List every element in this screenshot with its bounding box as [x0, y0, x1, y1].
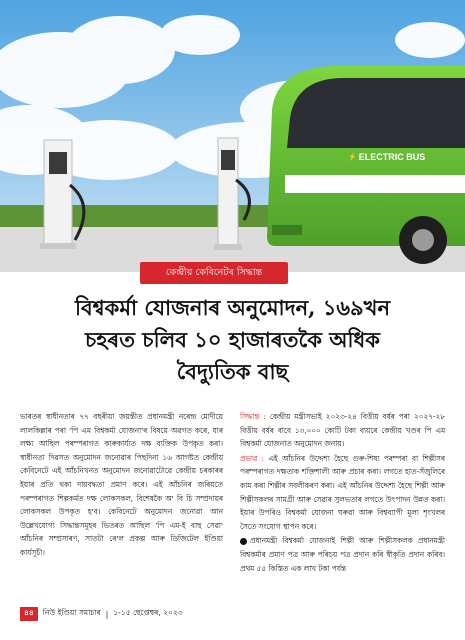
bullet-text: প্ৰধানমন্ত্ৰী বিশ্বকৰ্মা যোজনাই শিল্পী আৰু শিল্পীসকলক প্ৰধানমন্ত্ৰী বিশ্বকৰ্মাৰ প্ৰমাণ পত্ৰ আৰু পৰিচয় পত্ৰ প্ৰদান কৰি স্বীকৃতি প্ৰদান কৰিব। প্ৰথম ৫৫ কিস্তিত এক লাখ টকা পৰ্যন্ত: [240, 536, 445, 573]
hero-image: [0, 0, 465, 272]
decision-label: সিদ্ধান্ত :: [240, 412, 266, 421]
left-paragraph: ভাৰতৰ স্বাধীনতাৰ ৭৭ বছৰীয়া জয়ন্তীত প্ৰধানমন্ত্ৰী নৰেন্দ্ৰ মোদীয়ে লালকিল্লাৰ পৰা 'পি এম বিশ্বকৰ্মা যোজনা'ৰ বিষয়ে অৱগত কৰে, যাৰ লক্ষ্য আছিল পৰম্পৰাগত কাৰুকাৰ্য্যত দক্ষ ব্যক্তিক উপকৃত কৰা। স্বাধীনতা দিৱসত অনুমোদন জনোৱাৰ পিছদিনা ১৬ আগষ্টত কেন্দ্ৰীয় কেবিনেটে এই আঁচনিখনত অনুমোদন জনোৱাটোৱে কেন্দ্ৰীয় চৰকাৰৰ ইয়াৰ প্ৰতি থকা দায়বদ্ধতা প্ৰমাণ কৰে। এই আঁচনিৰ জৰিয়তে পৰম্পৰাগত শিল্পকৰ্মত দক্ষ লোকসকল, বিশেষকৈ অ' বি চি সম্প্ৰদায়ৰ লোকসকল উপকৃত হ'ব। কেবিনেটে অনুমোদন জনোৱা আন উল্লেখযোগ্য সিদ্ধান্তসমূহৰ ভিতৰত আছিল 'পি এম-ই বাছ সেৱা' আঁচনিৰ সম্প্ৰসাৰণ, সাতটা ৰে'ল প্ৰকল্প আৰু ডিজিটেল ইণ্ডিয়া কাৰ্যসূচী।: [20, 412, 223, 557]
section-tag: কেন্দ্ৰীয় কেবিনেটৰ সিদ্ধান্ত: [140, 262, 288, 284]
issue-date: ১-১৫ ছেপ্তেম্বৰ, ২০২৩: [113, 608, 183, 617]
headline-line-3: বৈদ্যুতিক বাছ: [176, 359, 289, 384]
bus-text: ELECTRIC BUS: [358, 152, 426, 162]
page-number: ৪৪: [20, 607, 38, 621]
bus-label: [348, 152, 425, 162]
plug-icon: ⚡: [348, 154, 357, 161]
decision-text: কেন্দ্ৰীয় মন্ত্ৰীসভাই ২০২৩-২৪ বিত্তীয় বৰ্ষৰ পৰা ২০২৭-২৮ বিত্তীয় বৰ্ষৰ বাবে ১৩,০০০ কোটি টকা ব্যয়ৰে কেন্দ্ৰীয় খণ্ডৰ পি এম বিশ্বকৰ্মা যোজনাত অনুমোদন জনায়।: [240, 412, 445, 449]
hero-illustration: [0, 0, 465, 272]
impact-label: প্ৰভাৱ :: [240, 453, 265, 463]
left-column: [20, 410, 223, 561]
article-headline: [8, 292, 457, 388]
headline-line-1: বিশ্বকৰ্মা যোজনাৰ অনুমোদন, ১৬৯খন: [74, 295, 391, 320]
impact-text: এই আঁচনিৰ উদ্দেশ্য হৈছে গুৰু-শিষ্য পৰম্পৰা বা শিল্পীসৰ পৰম্পৰাগত দক্ষতাক শক্তিশালী আৰু প্ৰচাৰ কৰা। লগতে হাত-সঁজুলিৰে কাম কৰা শিল্পীৰ সবলীকৰণ কৰা। এই আঁচনিৰ উদ্দেশ্য হৈছে শিল্পী আৰু শিল্পীসকলৰ সামগ্ৰী আৰু সেৱাৰ সুলভতাৰ লগতে উৎপাদন উন্নত কৰা। ইয়াৰ উপৰিও বিশ্বকৰ্মা যোজনা ঘৰুৱা আৰু বিশ্বব্যাপী মূল্য শৃংখলৰ সৈতে সংযোগ স্থাপন কৰে।: [240, 453, 445, 531]
bullet-paragraph: [240, 534, 445, 575]
page-footer: [20, 607, 183, 621]
bullet-icon: [240, 538, 247, 545]
headline-line-2: চহৰত চলিব ১০ হাজাৰতকৈ অধিক: [85, 327, 380, 352]
electric-bus: [267, 66, 465, 264]
footer-separator: |: [105, 609, 109, 619]
publication-name: নিউ ইণ্ডিয়া সমাচাৰ: [42, 608, 101, 617]
right-column: [240, 410, 445, 576]
decision-paragraph: [240, 410, 445, 451]
impact-paragraph: [240, 452, 445, 534]
